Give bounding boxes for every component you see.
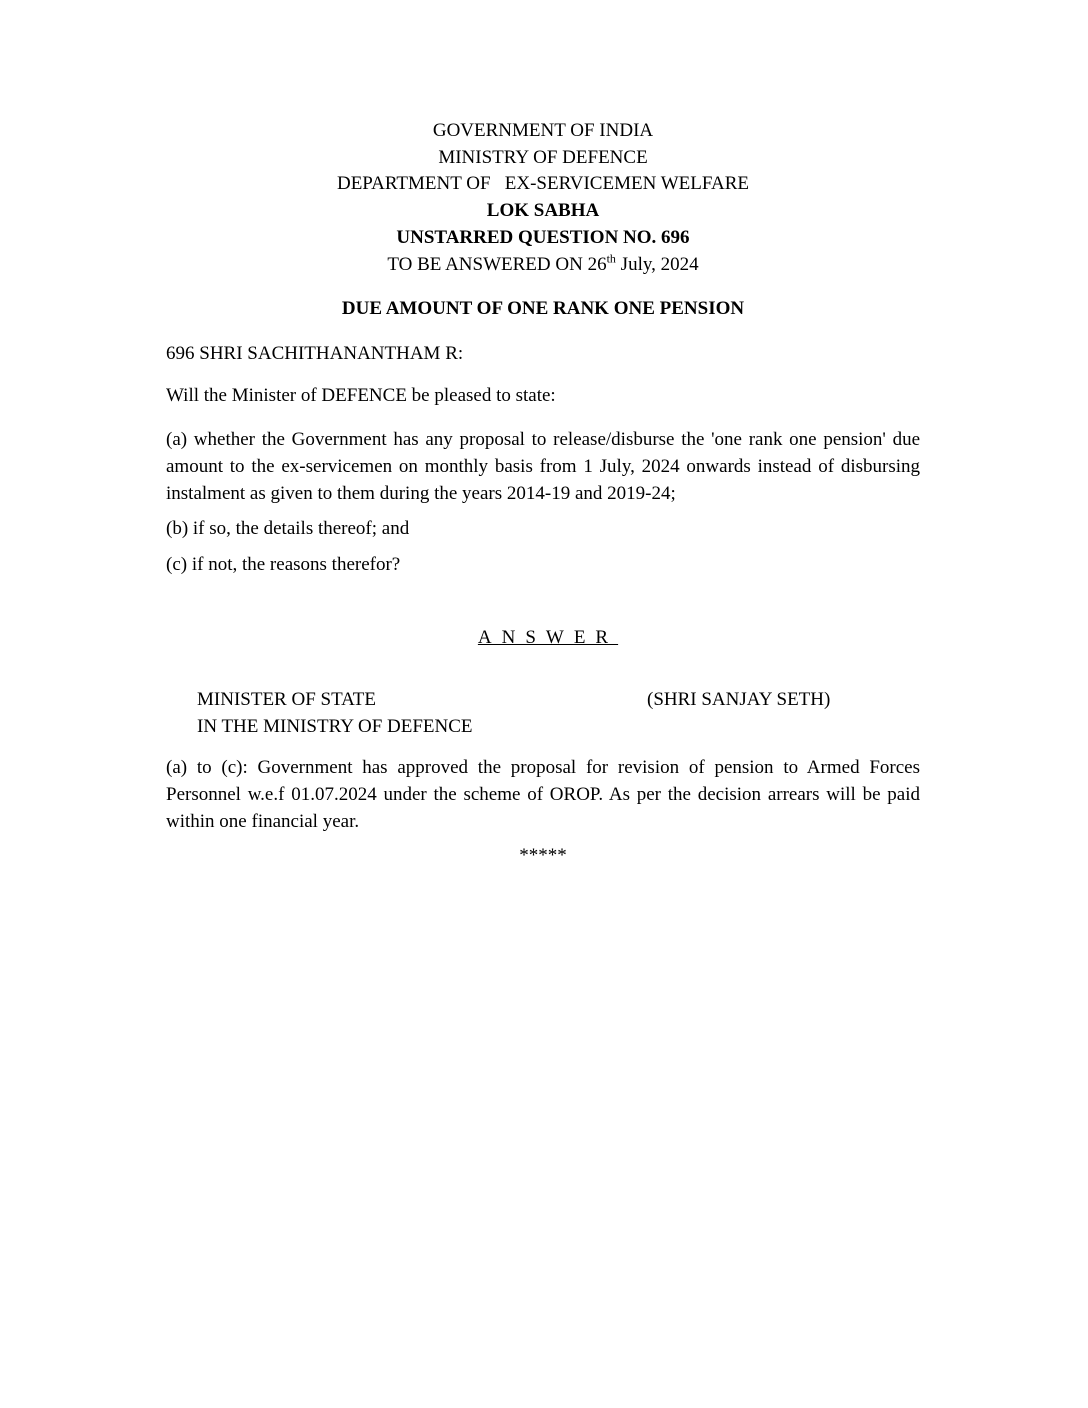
question-intro: Will the Minister of DEFENCE be pleased to state: [166, 385, 556, 406]
minister-designation-line2: IN THE MINISTRY OF DEFENCE [197, 716, 473, 737]
answer-text: (a) to (c): Government has approved the proposal for revision of pension to Armed Forces Personnel w.e.f 01.07.2024 under the scheme of OROP. As per the decision arrears will be paid within one financial year. [166, 757, 920, 832]
end-marker: ***** [519, 845, 567, 866]
question-part-b: (b) if so, the details thereof; and [166, 518, 410, 539]
header-house: LOK SABHA [486, 200, 600, 222]
question-part-a: (a) whether the Government has any proposal to release/disburse the 'one rank one pension' due amount to the ex-servicemen on monthly basis from 1 July, 2024 onwards instead of disbursing instalment as given to them during the years 2014-19 and 2019-24; [166, 429, 920, 504]
minister-designation-line1: MINISTER OF STATE [197, 689, 376, 710]
question-title: DUE AMOUNT OF ONE RANK ONE PENSION [341, 298, 745, 319]
question-asker: 696 SHRI SACHITHANANTHAM R: [166, 343, 464, 364]
header-department: DEPARTMENT OF EX-SERVICEMEN WELFARE [336, 173, 750, 195]
document-header [0, 118, 1086, 278]
header-answer-date [0, 252, 1086, 279]
answering-minister-designation [197, 686, 473, 740]
question-part-c: (c) if not, the reasons therefor? [166, 554, 401, 575]
header-ministry: MINISTRY OF DEFENCE [438, 146, 648, 168]
answer-date-suffix: July, 2024 [615, 253, 699, 275]
header-government: GOVERNMENT OF INDIA [432, 120, 654, 141]
answer-heading: ANSWER [477, 627, 619, 648]
header-question-number: UNSTARRED QUESTION NO. 696 [396, 226, 690, 248]
answering-minister-name: (SHRI SANJAY SETH) [647, 689, 831, 710]
answer-date-prefix: TO BE ANSWERED ON 26 [387, 253, 607, 275]
answer-date-ordinal: th [606, 251, 616, 266]
